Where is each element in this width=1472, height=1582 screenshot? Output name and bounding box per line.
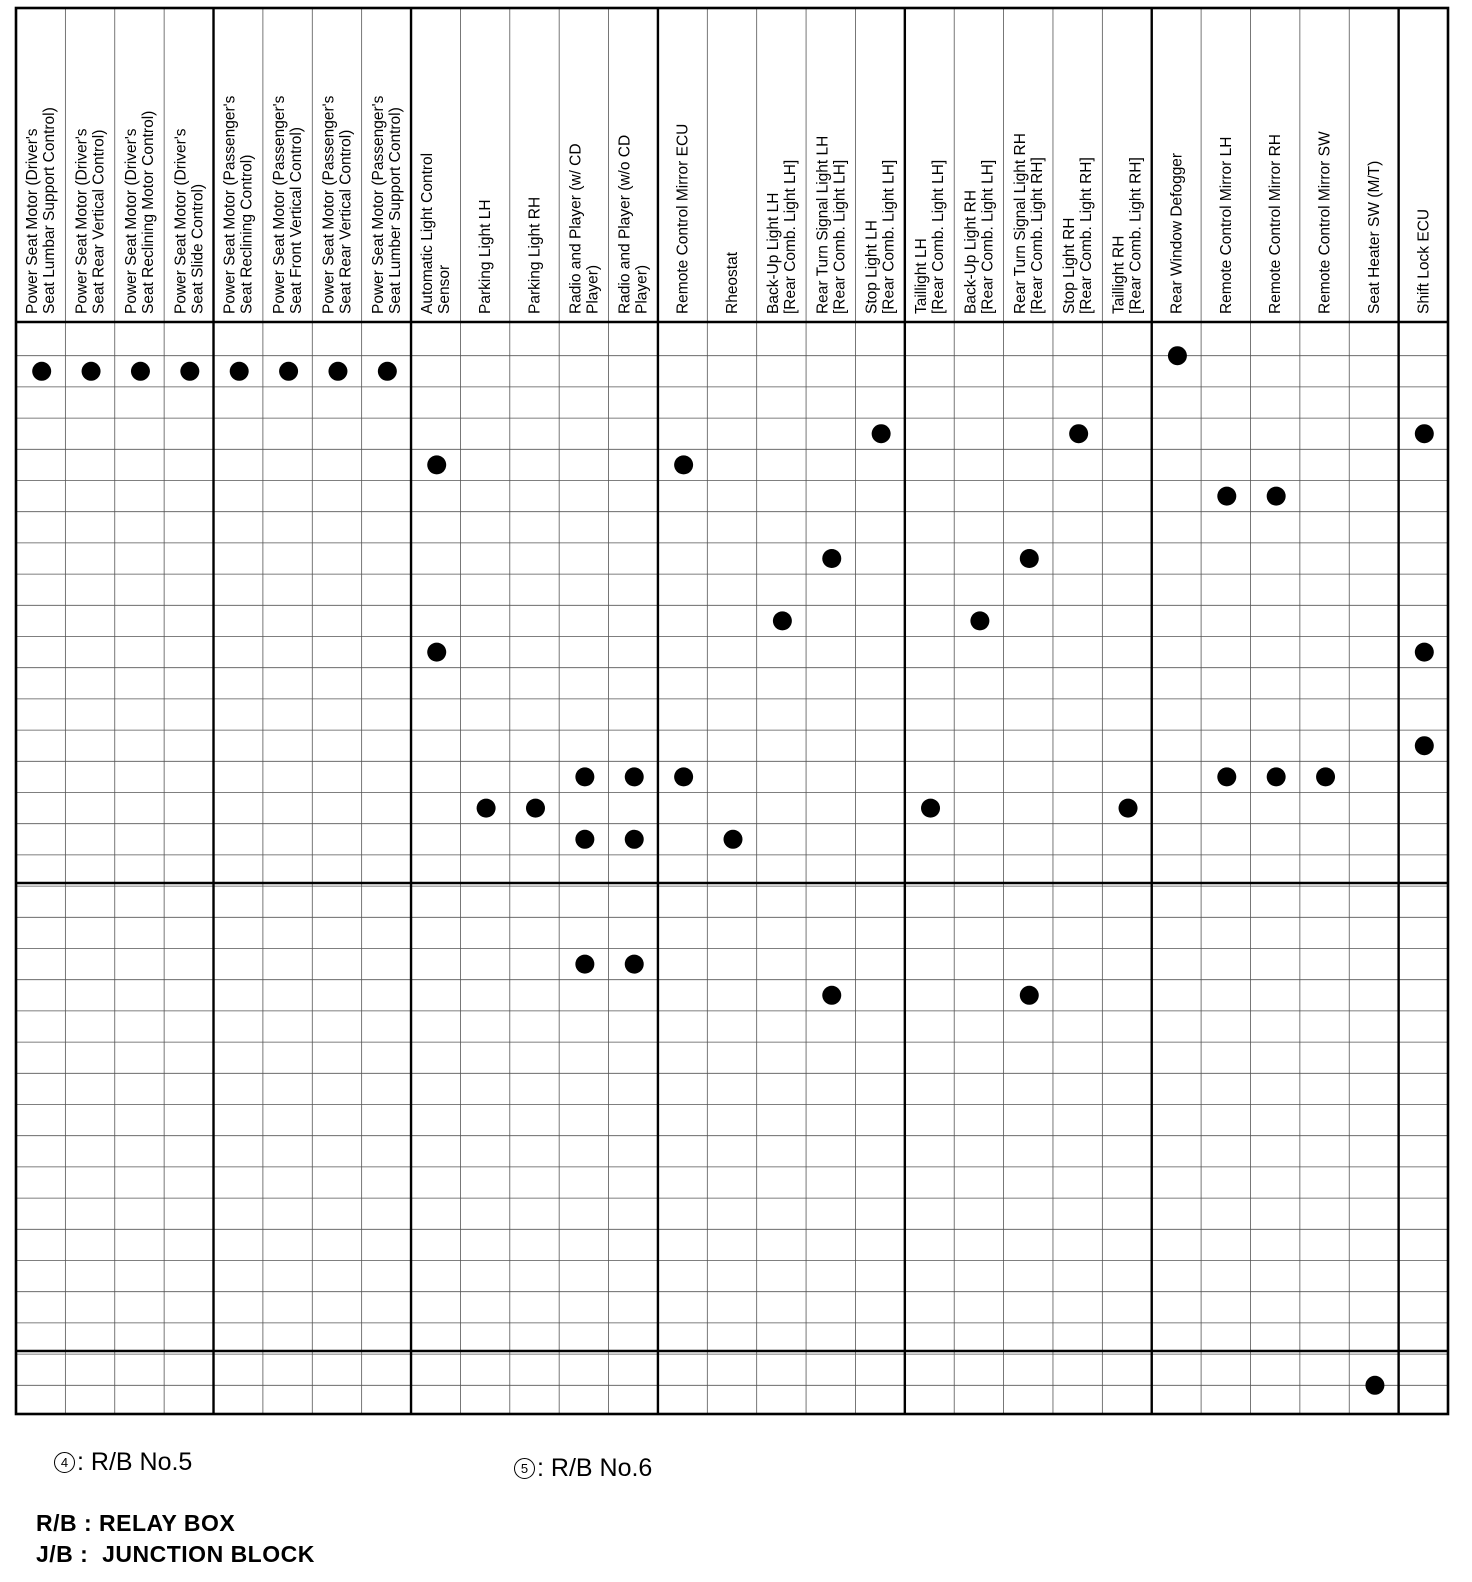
column-header-label: Seat Rear Vertical Control) — [337, 129, 355, 314]
column-header-label: Power Seat Motor (Passenger's — [320, 95, 338, 314]
column-header-label: Sensor — [436, 264, 454, 314]
connection-dot — [1217, 487, 1236, 506]
connection-dot — [1020, 549, 1039, 568]
column-header-label: Rear Turn Signal Light RH — [1011, 133, 1029, 314]
connection-dot — [1415, 424, 1434, 443]
connection-dot — [921, 799, 940, 818]
column-header-label: [Rear Comb. Light RH] — [1078, 157, 1096, 314]
connection-dot — [230, 362, 249, 381]
connection-dot — [82, 362, 101, 381]
connection-dot — [1217, 767, 1236, 786]
connection-dot — [822, 549, 841, 568]
connection-dot — [1119, 799, 1138, 818]
column-header-label: Remote Control Mirror SW — [1316, 131, 1334, 314]
column-header-label: Seat Reclining Motor Control) — [139, 110, 157, 314]
connection-dot — [32, 362, 51, 381]
column-header-label: Parking Light RH — [526, 196, 544, 314]
column-header-label: Radio and Player (w/ CD — [567, 143, 585, 314]
connection-dot — [131, 362, 150, 381]
connection-dot — [1168, 346, 1187, 365]
legend-item-rb6 — [514, 1454, 652, 1483]
column-header-label: Power Seat Motor (Driver's — [172, 128, 190, 314]
connection-dot — [625, 830, 644, 849]
connection-dot — [427, 455, 446, 474]
connection-dot — [822, 986, 841, 1005]
connection-dot — [674, 767, 693, 786]
column-header-label: Power Seat Motor (Passenger's — [221, 95, 239, 314]
column-header-label: Remote Control Mirror ECU — [674, 123, 692, 314]
column-header-label: Player) — [584, 264, 602, 314]
column-header-label: Rheostat — [724, 251, 741, 314]
connection-dot — [674, 455, 693, 474]
connection-dot — [872, 424, 891, 443]
column-header-label: Seat Reclining Control) — [238, 154, 256, 314]
column-header-label: Seat Lumber Support Control) — [386, 107, 404, 314]
column-header-label: Seat Heater SW (M/T) — [1365, 160, 1383, 314]
legend-text: : R/B No.5 — [77, 1448, 193, 1476]
connection-dot — [1415, 643, 1434, 662]
column-header-label: Taillight RH — [1110, 235, 1128, 314]
legend-symbol: 5 — [514, 1458, 535, 1479]
column-header-label: [Rear Comb. Light LH] — [979, 159, 997, 314]
connection-dot — [1415, 736, 1434, 755]
connection-dot — [427, 643, 446, 662]
column-header-label: Stop Light LH — [863, 220, 881, 314]
connection-dot — [180, 362, 199, 381]
column-header-label: Seat Front Vertical Control) — [288, 127, 306, 314]
connection-dot — [526, 799, 545, 818]
legend-symbol: 4 — [54, 1452, 75, 1473]
column-header-label: Shift Lock ECU — [1415, 208, 1433, 314]
connection-dot — [279, 362, 298, 381]
column-header-label: Parking Light LH — [477, 199, 495, 314]
connection-dot — [378, 362, 397, 381]
column-header-label: [Rear Comb. Light LH] — [880, 159, 898, 314]
column-header-label: Power Seat Motor (Passenger's — [369, 95, 387, 314]
column-header-label: [Rear Comb. Light RH] — [1127, 157, 1145, 314]
column-header-label: Radio and Player (w/o CD — [616, 134, 634, 314]
connection-dot — [1020, 986, 1039, 1005]
column-headers — [24, 95, 1432, 314]
connection-dot — [1316, 767, 1335, 786]
connection-dot — [575, 830, 594, 849]
column-header-label: Back-Up Light RH — [962, 189, 980, 314]
column-header-label: Player) — [633, 264, 651, 314]
connection-dot — [328, 362, 347, 381]
column-header-label: Taillight LH — [913, 238, 931, 314]
connection-dot — [625, 767, 644, 786]
column-header-label: [Rear Comb. Light LH] — [930, 159, 948, 314]
column-header-label: Seat Rear Vertical Control) — [90, 129, 108, 314]
connection-dot — [575, 955, 594, 974]
connection-dot — [724, 830, 743, 849]
connection-dot — [773, 611, 792, 630]
column-header-label: Seat Lumbar Support Control) — [41, 107, 59, 314]
abbreviation-jb: J/B : JUNCTION BLOCK — [36, 1541, 315, 1567]
column-header-label: Remote Control Mirror RH — [1267, 133, 1285, 314]
column-header-label: Automatic Light Control — [419, 152, 437, 314]
connection-dot — [575, 767, 594, 786]
column-header-label: Power Seat Motor (Driver's — [122, 128, 140, 314]
column-header-label: Rear Turn Signal Light LH — [814, 135, 832, 314]
connection-dot — [1365, 1376, 1384, 1395]
connection-dot — [625, 955, 644, 974]
connection-dot — [970, 611, 989, 630]
column-header-label: Back-Up Light LH — [764, 192, 782, 314]
column-header-label: Seat Slide Control) — [189, 183, 207, 314]
connection-dots — [32, 346, 1434, 1395]
column-header-label: Power Seat Motor (Driver's — [73, 128, 91, 314]
column-header-label: Power Seat Motor (Passenger's — [271, 95, 289, 314]
column-header-label: Power Seat Motor (Driver's — [24, 128, 42, 314]
column-header-label: [Rear Comb. Light LH] — [831, 159, 849, 314]
column-header-label: Rear Window Defogger — [1168, 152, 1186, 314]
column-header-label: Stop Light RH — [1061, 217, 1079, 314]
connection-dot — [1267, 767, 1286, 786]
column-header-label: [Rear Comb. Light RH] — [1028, 157, 1046, 314]
connection-dot — [477, 799, 496, 818]
abbreviation-rb: R/B : RELAY BOX — [36, 1510, 236, 1536]
column-header-label: [Rear Comb. Light LH] — [781, 159, 799, 314]
connection-dot — [1267, 487, 1286, 506]
column-header-label: Remote Control Mirror LH — [1217, 136, 1235, 314]
legend-item-rb5 — [54, 1448, 192, 1477]
connection-dot — [1069, 424, 1088, 443]
legend-text: : R/B No.6 — [537, 1454, 653, 1482]
